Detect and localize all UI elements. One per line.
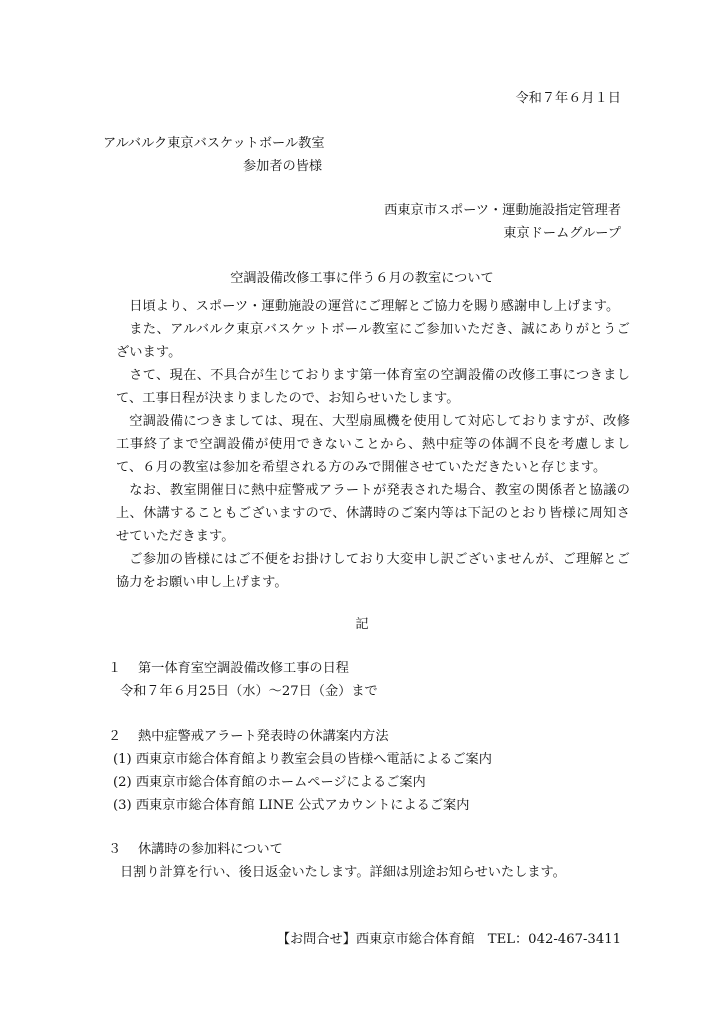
item-2-number: ２ [108, 729, 122, 744]
item-3-heading [108, 842, 283, 858]
document-date: 令和７年６月１日 [515, 91, 621, 106]
document-title: 空調設備改修工事に伴う６月の教室について [230, 271, 494, 286]
body-paragraph-4: 空調設備につきましては、現在、大型扇風機を使用して対応しておりますが、改修工事終了まで空調設備が使用できないことから、熱中症等の体調不良を考慮しまして、６月の教室は参加を希望される方のみで開催させていただきたいと存じます。 [116, 414, 630, 475]
item-2-heading [108, 729, 389, 745]
item-1-number: １ [108, 661, 122, 676]
body-paragraph-6: ご参加の皆様にはご不便をお掛けしており大変申し訳ございませんが、ご理解とご協力をお願い申し上げます。 [116, 552, 630, 590]
item-1-heading [108, 661, 349, 677]
sender-organization: 西東京市スポーツ・運動施設指定管理者 [384, 203, 621, 218]
contact-info: 【お問合せ】西東京市総合体育館 TEL：042-467-3411 [276, 932, 621, 947]
ki-heading: 記 [355, 617, 369, 632]
item-2-sub-2: (2) 西東京市総合体育館のホームページによるご案内 [113, 775, 426, 790]
item-2-title: 熱中症警戒アラート発表時の休講案内方法 [138, 729, 389, 744]
item-1-title: 第一体育室空調設備改修工事の日程 [138, 661, 349, 676]
item-3-title: 休講時の参加料について [138, 842, 283, 857]
body-paragraph-2: また、アルバルク東京バスケットボール教室にご参加いただき、誠にありがとうございます。 [116, 322, 630, 360]
recipient-organization: アルバルク東京バスケットボール教室 [103, 136, 325, 151]
recipient-people: 参加者の皆様 [243, 159, 323, 174]
item-2-sub-3: (3) 西東京市総合体育館 LINE 公式アカウントによるご案内 [113, 798, 470, 813]
body-paragraph-1: 日頃より、スポーツ・運動施設の運営にご理解とご協力を賜り感謝申し上げます。 [129, 299, 620, 314]
item-2-sub-1: (1) 西東京市総合体育館より教室会員の皆様へ電話によるご案内 [113, 752, 492, 767]
body-paragraph-5: なお、教室開催日に熱中症警戒アラートが発表された場合、教室の関係者と協議の上、休講することもございますので、休講時のご案内等は下記のとおり皆様に周知させていただきます。 [116, 483, 630, 544]
item-3-number: ３ [108, 842, 122, 857]
item-1-detail: 令和７年６月25日（水）～27日（金）まで [120, 684, 378, 699]
body-paragraph-3: さて、現在、不具合が生じております第一体育室の空調設備の改修工事につきまして、工事日程が決まりましたので、お知らせいたします。 [116, 368, 630, 406]
item-3-detail: 日割り計算を行い、後日返金いたします。詳細は別途お知らせいたします。 [120, 865, 566, 880]
sender-group: 東京ドームグループ [503, 226, 621, 241]
